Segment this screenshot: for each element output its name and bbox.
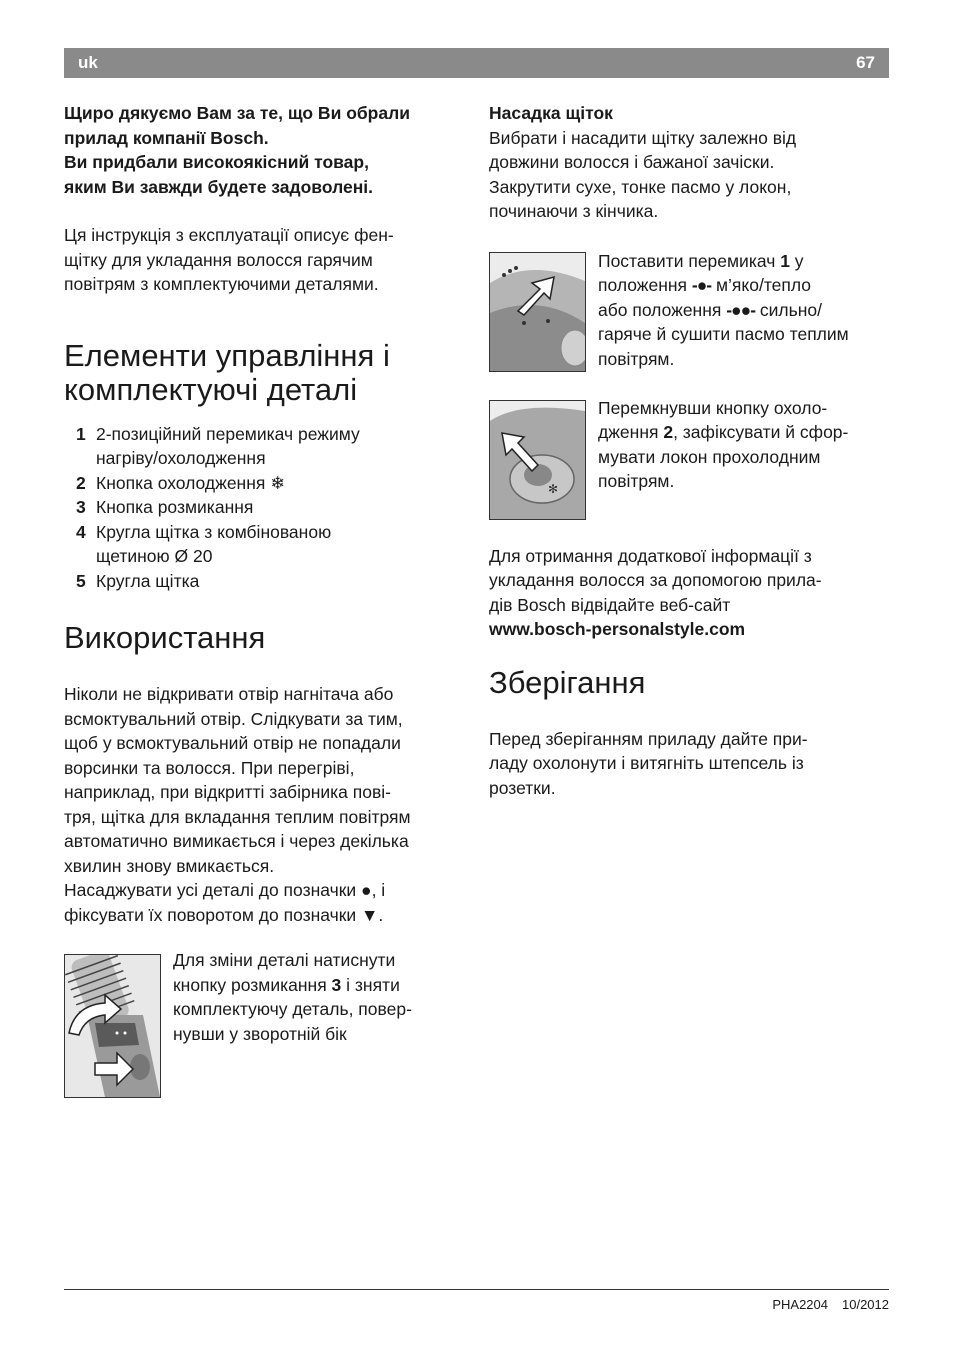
storage-heading: Зберігання xyxy=(489,664,646,700)
list-item: 3 Кнопка розмикання xyxy=(76,497,254,517)
usage-text: Ніколи не відкривати отвір нагнітача або всмоктувальний отвір. Слідкувати за тим, щоб у всмоктувальний отвір не попадали ворсинки та волосся. При перегріві, наприклад, при відкритті забірника пові- тря, щітка для вкладання теплим повітрям автоматично вимикається і через декілька хвилин знову вмикається. Насаджувати усі деталі до позначки ●, і фіксувати їх поворотом до позначки ▼. xyxy=(64,684,411,925)
svg-text:✻: ✻ xyxy=(548,481,559,496)
footer xyxy=(772,1297,889,1312)
cool-block xyxy=(489,397,889,522)
storage-text: Перед зберіганням приладу дайте при- ладу охолонути і витягніть штепсель із розетки. xyxy=(489,728,808,798)
change-part-block xyxy=(64,950,464,1099)
cool-button-illustration xyxy=(489,400,586,520)
cool-button-icon xyxy=(490,401,585,519)
list-item: 1 2-позиційний перемикач режиму нагріву/охолодження xyxy=(76,423,360,468)
list-item: 2 Кнопка охолодження ❄ xyxy=(76,472,285,493)
info-text: Для отримання додаткової інформації з укладання волосся за допомогою прила- дів Bosch відвідайте веб-сайт www.bosch-personalstyle.com xyxy=(489,544,889,642)
language-code: uk xyxy=(78,53,98,72)
switch-text: Поставити перемикач 1 у положення -●- м’яко/тепло або положення -●●- сильно/ гаряче й сушити пасмо теплим повітрям. xyxy=(598,250,849,369)
list-item: 4 Кругла щітка з комбінованою щетиною Ø 20 xyxy=(76,521,332,566)
page-number: 67 xyxy=(856,53,875,72)
components-heading: Елементи управління і комплектуючі деталі xyxy=(64,337,390,407)
change-part-text: Для зміни деталі натиснути кнопку розмикання 3 і зняти комплектуючу деталь, повер- нувши у зворотній бік xyxy=(173,950,412,1044)
publication-date: 10/2012 xyxy=(842,1297,889,1312)
components-list xyxy=(64,422,464,594)
list-item: 5 Кругла щітка xyxy=(76,570,200,591)
heat-switch-icon xyxy=(490,253,585,371)
brush-attach-title: Насадка щіток xyxy=(489,103,613,123)
brush-release-icon xyxy=(65,955,160,1097)
switch-block xyxy=(489,252,889,374)
intro-description: Ця інструкція з експлуатації описує фен- щітку для укладання волосся гарячим повітрям з комплектуючими деталями. xyxy=(64,225,394,294)
warm-setting-symbol: -●- xyxy=(691,275,712,295)
release-button-illustration xyxy=(64,954,161,1098)
footer-divider xyxy=(64,1289,889,1290)
usage-heading: Використання xyxy=(64,620,266,655)
website-link[interactable]: www.bosch-personalstyle.com xyxy=(489,619,746,639)
header-bar xyxy=(64,48,889,78)
intro-thanks: Щиро дякуємо Вам за те, що Ви обрали прилад компанії Bosch. Ви придбали високоякісний товар, яким Ви завжди будете задоволені. xyxy=(64,103,410,197)
model-number: PHA2204 xyxy=(772,1297,828,1312)
hot-setting-symbol: -●●- xyxy=(726,299,756,320)
cool-text: Перемкнувши кнопку охоло- дження 2, зафіксувати й сфор- мувати локон прохолодним повітрям. xyxy=(598,397,849,491)
brush-attach-section: Насадка щіток Вибрати і насадити щітку залежно від довжини волосся і бажаної зачіски. Закрутити сухе, тонке пасмо у локон, починаючи з кінчика. xyxy=(489,101,889,224)
switch-illustration xyxy=(489,252,586,372)
right-column xyxy=(489,101,889,800)
left-column xyxy=(64,101,464,1099)
